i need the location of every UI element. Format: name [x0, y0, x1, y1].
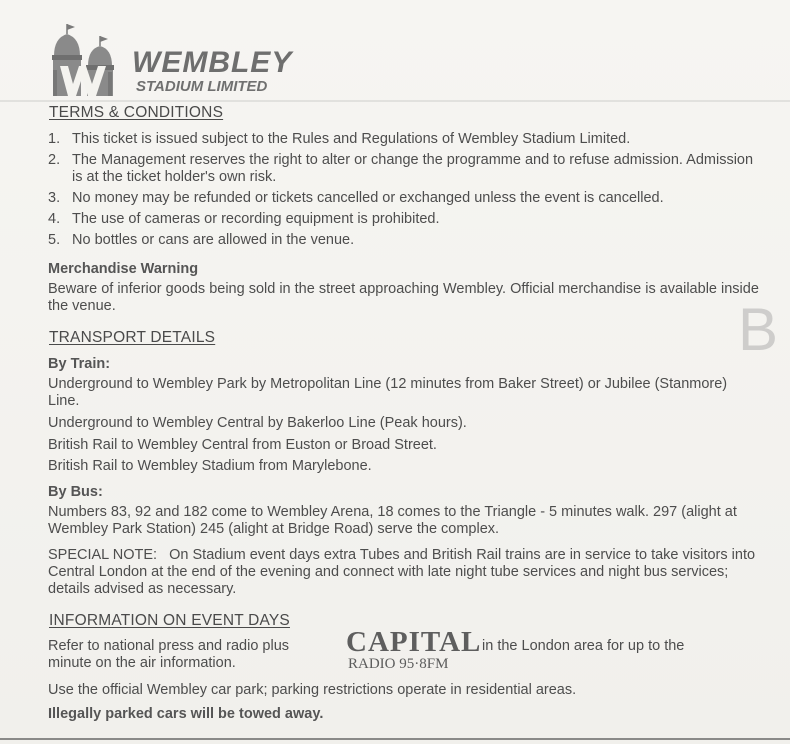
capital-logo-word: CAPITAL: [346, 626, 482, 658]
terms-item: 5. No bottles or cans are allowed in the venue.: [48, 232, 355, 248]
wembley-logo: [48, 22, 318, 100]
radio-text-after: in the London area for up to the: [482, 638, 685, 654]
logo-subtitle: STADIUM LIMITED: [136, 78, 268, 95]
capital-radio-logo: [346, 626, 482, 675]
train-line: Underground to Wembley Central by Bakerloo Line (Peak hours).: [48, 415, 467, 431]
terms-heading: TERMS & CONDITIONS: [49, 104, 224, 121]
terms-item: 2. The Management reserves the right to alter or change the programme and to refuse admission. Admission is at the ticket holder's own risk.: [48, 152, 754, 185]
terms-list: [48, 131, 760, 253]
train-line: British Rail to Wembley Stadium from Marylebone.: [48, 458, 372, 474]
logo-name: WEMBLEY: [132, 46, 293, 79]
train-line: Underground to Wembley Park by Metropolitan Line (12 minutes from Baker Street) or Jubilee (Stanmore) Line.: [48, 376, 728, 409]
capital-logo-sub: RADIO 95·8FM: [348, 656, 449, 672]
bleed-through-mark: B: [738, 296, 779, 363]
radio-text-before: Refer to national press and radio plus: [48, 638, 290, 654]
terms-item: 3. No money may be refunded or tickets cancelled or exchanged unless the event is cancelled.: [48, 190, 664, 206]
towing-warning: Illegally parked cars will be towed away.: [48, 706, 324, 722]
radio-text-line2: minute on the air information.: [48, 655, 236, 671]
event-info-heading: INFORMATION ON EVENT DAYS: [49, 612, 290, 629]
transport-heading: TRANSPORT DETAILS: [49, 329, 216, 346]
special-note: SPECIAL NOTE: On Stadium event days extra Tubes and British Rail trains are in service to take visitors into Central London at the end of the evening and connect with late night tube services and night bus services; details advised as necessary.: [48, 547, 760, 597]
bus-text: Numbers 83, 92 and 182 come to Wembley Arena, 18 comes to the Triangle - 5 minutes walk. 297 (alight at Wembley Park Station) 245 (alight at Bridge Road) serve the complex.: [48, 504, 737, 537]
merchandise-text: Beware of inferior goods being sold in the street approaching Wembley. Official merchandise is available inside the venue.: [48, 281, 759, 314]
bottom-edge: [0, 738, 790, 740]
train-heading: By Train:: [48, 356, 111, 372]
terms-item: 1. This ticket is issued subject to the Rules and Regulations of Wembley Stadium Limited.: [48, 131, 631, 147]
twin-towers-icon: [48, 22, 120, 98]
car-park-text: Use the official Wembley car park; parking restrictions operate in residential areas.: [48, 682, 577, 698]
terms-item: 4. The use of cameras or recording equipment is prohibited.: [48, 211, 440, 227]
train-line: British Rail to Wembley Central from Euston or Broad Street.: [48, 437, 437, 453]
merchandise-heading: Merchandise Warning: [48, 261, 199, 277]
bus-heading: By Bus:: [48, 484, 103, 500]
fold-line: [0, 100, 790, 102]
